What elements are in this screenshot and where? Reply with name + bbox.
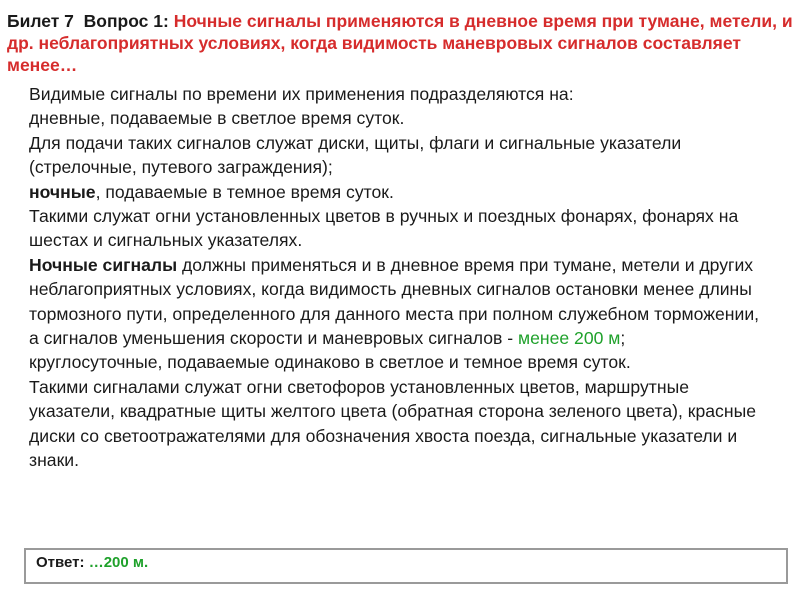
answer xyxy=(36,554,148,571)
night-signals-term: Ночные сигналы xyxy=(29,254,178,275)
question-number: 1: xyxy=(153,11,169,31)
question-text: Ночные сигналы применяются в дневное время при тумане, метели, и др. неблагоприятных условиях, когда видимость маневровых сигналов составляет менее… xyxy=(7,11,793,75)
paragraph-night-signal-means: Такими служат огни установленных цветов в ручных и поездных фонарях, фонарях на шестах и сигнальных указателях. xyxy=(29,206,739,251)
answer-value: …200 м. xyxy=(88,554,149,571)
rule-end: ; xyxy=(620,328,626,349)
night-definition: , подаваемые в темное время суток. xyxy=(95,181,394,202)
ticket-label: Билет xyxy=(7,11,60,31)
night-signals-rule-text: должны применяться и в дневное время при тумане, метели и других неблагоприятных условиях, когда видимость дневных сигналов остановки менее длины тормозного пути, определенного для данного места при полном служебном торможении, а сигналов уменьшения скорости и маневровых сигналов - xyxy=(29,254,760,349)
paragraph-day-signal-means: Для подачи таких сигналов служат диски, щиты, флаги и сигнальные указатели (стрелочные, путевого заграждения); xyxy=(29,132,682,178)
ticket-number: 7 xyxy=(64,11,74,31)
answer-label: Ответ: xyxy=(36,554,85,571)
paragraph-night-signals xyxy=(29,180,769,204)
answer-box xyxy=(24,548,788,584)
paragraph-night-signal-rule xyxy=(29,253,769,351)
explanation-text xyxy=(29,82,769,473)
paragraph-round-the-clock: круглосуточные, подаваемые одинаково в светлое и темное время суток. xyxy=(29,352,631,373)
paragraph-intro: Видимые сигналы по времени их применения подразделяются на: xyxy=(29,84,574,104)
night-term: ночные xyxy=(29,181,96,202)
question-header xyxy=(7,10,797,76)
question-label: Вопрос xyxy=(83,11,149,31)
distance-highlight: менее 200 м xyxy=(518,328,621,349)
paragraph-round-the-clock-means: Такими сигналами служат огни светофоров установленных цветов, маршрутные указатели, квадратные щиты желтого цвета (обратная сторона зеленого цвета), красные диски со светоотражателями для обозначения хвоста поезда, сигнальные указатели и знаки. xyxy=(29,376,756,471)
paragraph-day-signals: дневные, подаваемые в светлое время суток. xyxy=(29,108,405,129)
